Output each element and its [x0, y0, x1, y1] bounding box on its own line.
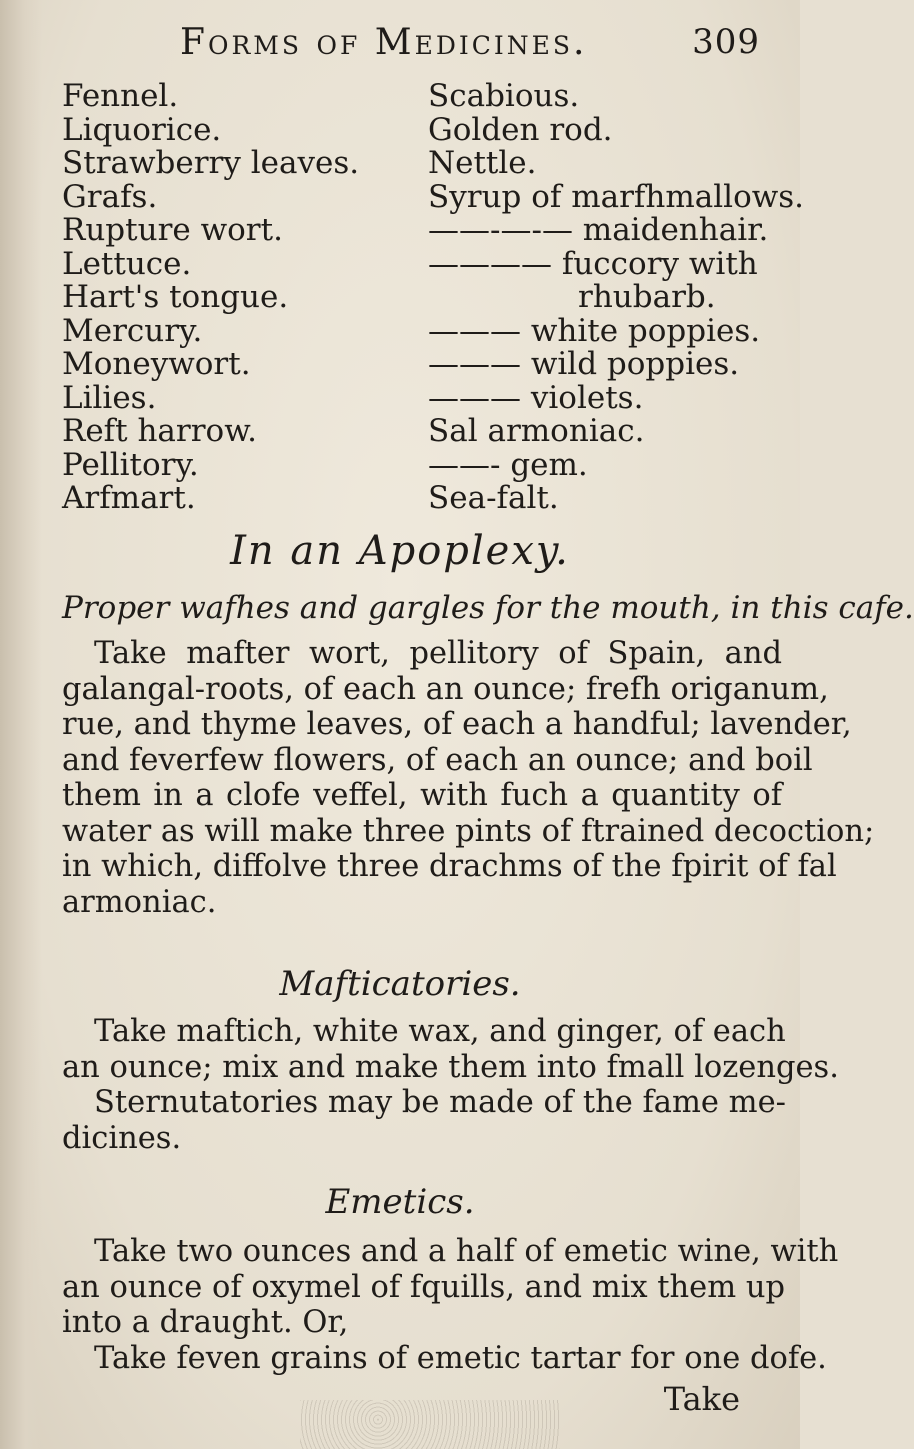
list-item: Arfmart. [62, 480, 196, 516]
emetics-paragraph [62, 1234, 839, 1376]
paragraph-line: Sternutatories may be made of the fame me- [94, 1085, 786, 1120]
page-gutter-shadow [0, 0, 42, 1449]
list-item: Fennel. [62, 78, 179, 114]
paragraph-line: water as will make three pints of ftrained decoction; [62, 813, 875, 849]
herb-list-right [428, 78, 805, 516]
list-item: Golden rod. [428, 111, 613, 148]
apoplexy-paragraph [62, 636, 875, 920]
list-item: Lilies. [62, 379, 157, 416]
paragraph-line: galangal-roots, of each an ounce; frefh origanum, [62, 671, 829, 707]
paragraph-line: dicines. [62, 1120, 182, 1156]
paper-blemish [300, 1400, 560, 1449]
list-item: ———— fuccory with [428, 245, 758, 282]
section-subtitle: Proper wafhes and gargles for the mouth, in this cafe. [62, 590, 914, 626]
list-item: rhubarb. [578, 279, 716, 315]
list-item: Liquorice. [62, 111, 222, 148]
running-title: Forms of Medicines. [180, 22, 588, 63]
masticatories-heading: Mafticatories. [279, 964, 521, 1004]
list-item: ——- gem. [428, 446, 588, 483]
paragraph-line: Take feven grains of emetic tartar for one dofe. [94, 1340, 827, 1376]
list-item: Moneywort. [62, 346, 251, 382]
list-item: Rupture wort. [62, 212, 283, 248]
paragraph-line: into a draught. Or, [62, 1305, 349, 1340]
running-header [180, 22, 760, 63]
paragraph-line: an ounce; mix and make them into fmall lozenges. [62, 1049, 839, 1085]
list-item: Grafs. [62, 178, 158, 215]
list-item: Hart's tongue. [62, 279, 289, 315]
herb-list-left [62, 80, 392, 516]
list-item: ——-—-— maidenhair. [428, 212, 769, 248]
list-item: Sea-falt. [428, 480, 559, 516]
catchword: Take [663, 1380, 740, 1418]
list-item: Strawberry leaves. [62, 145, 360, 181]
paragraph-line: armoniac. [62, 884, 217, 920]
list-item: Sal armoniac. [428, 413, 645, 449]
list-item: Mercury. [62, 312, 203, 349]
paragraph-line: Take maftich, white wax, and ginger, of each [94, 1014, 786, 1049]
paragraph-line: Take two ounces and a half of emetic wine, with [94, 1234, 839, 1269]
list-item: ——— wild poppies. [428, 346, 740, 382]
list-item: ——— white poppies. [428, 312, 761, 349]
list-item: Lettuce. [62, 245, 192, 282]
emetics-heading: Emetics. [325, 1182, 475, 1222]
list-item: Pellitory. [62, 446, 199, 483]
paragraph-line: Take mafter wort, pellitory of Spain, and [94, 636, 782, 671]
paragraph-line: in which, diffolve three drachms of the fpirit of fal [62, 849, 837, 884]
list-item: Syrup of marfhmallows. [428, 178, 805, 215]
section-title: In an Apoplexy. [230, 528, 570, 574]
list-item: Nettle. [428, 145, 537, 181]
paragraph-line: them in a clofe veffel, with fuch a quantity of [62, 778, 782, 813]
paragraph-line: and feverfew flowers, of each an ounce; and boil [62, 742, 813, 778]
paragraph-line: an ounce of oxymel of fquills, and mix them up [62, 1269, 786, 1305]
list-item: ——— violets. [428, 379, 644, 416]
paragraph-line: rue, and thyme leaves, of each a handful; lavender, [62, 707, 852, 742]
list-item: Scabious. [428, 78, 580, 114]
list-item: Reft harrow. [62, 413, 257, 449]
masticatories-paragraph [62, 1014, 839, 1156]
page-number: 309 [692, 22, 760, 62]
